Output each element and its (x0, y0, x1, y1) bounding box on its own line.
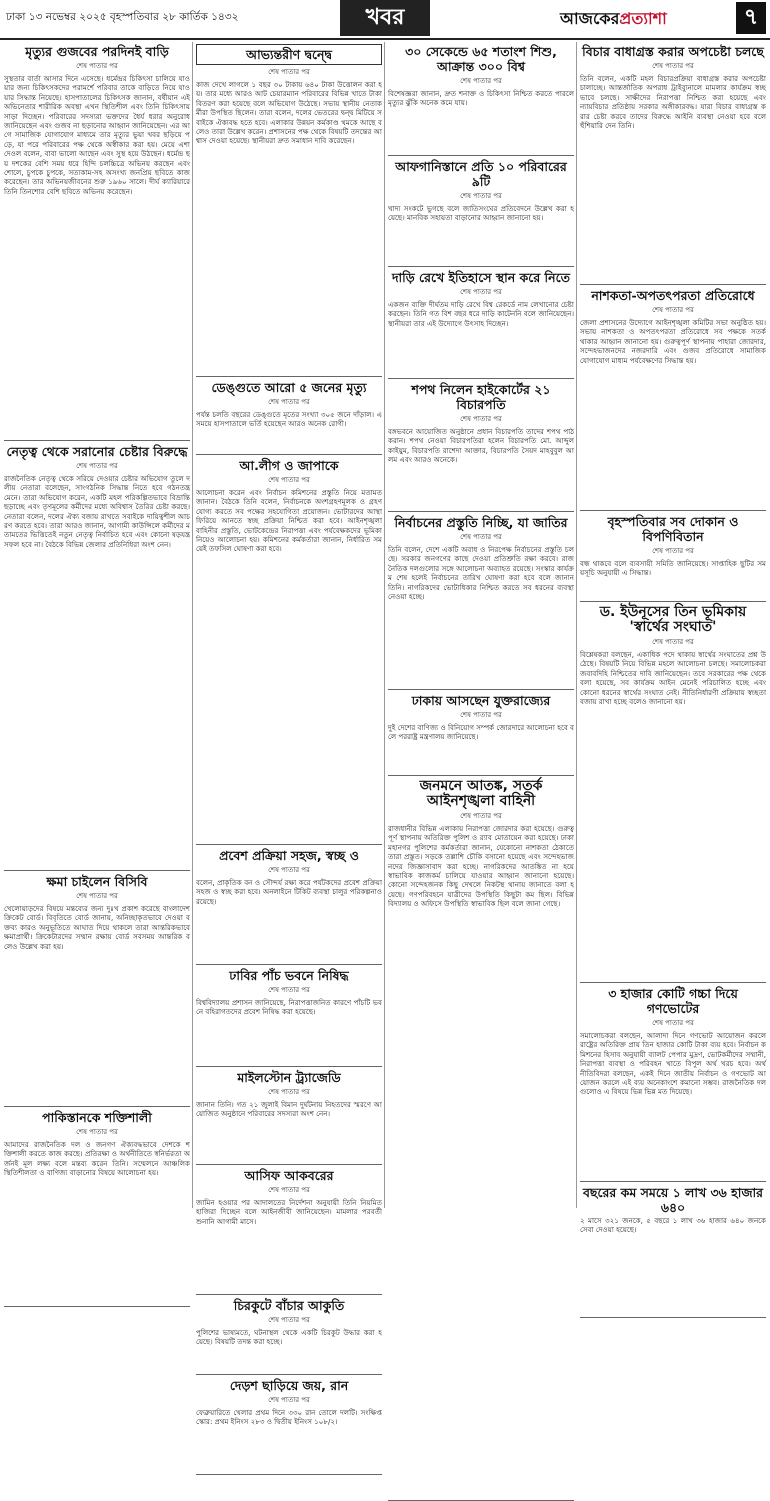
article-byline: শেষ পাতার পর (268, 1316, 310, 1324)
divider (580, 284, 766, 285)
article (196, 44, 382, 370)
article-title: ড. ইউনূসের তিন ভূমিকায় 'স্বার্থের সংঘাত' (599, 604, 747, 635)
article (196, 1298, 382, 1368)
article-byline: শেষ পাতার পর (76, 462, 118, 470)
article-byline: শেষ পাতার পর (460, 192, 502, 200)
article-body: কাজ দেখে লাগলে ১ বছর ৩০ টাকায় ৬৪০ টাকা উত্তোলন করা হয়। তার মধ্যে আরও আট চেয়ারম্যান পরিবারের বিভিন্ন খাতে টাকা বিতরণ করা হয়েছে বলে অভিযোগ উঠেছে। সভায় স্থানীয় নেতাকর্মীরা উপস্থিত ছিলেন। তারা বলেন, দলের ভেতরের দ্বন্দ্ব মিটিয়ে সবাইকে ঐক্যবদ্ধ হতে হবে। এলাকার উন্নয়ন কর্মকাণ্ড থমকে আছে বলেও তারা উল্লেখ করেন। প্রশাসনের পক্ষ থেকে বিষয়টি তদন্তের আশ্বাস দেওয়া হয়েছে। স্থানীয়রা দ্রুত সমাধান দাবি করেছেন। (196, 80, 382, 146)
article-title: চিরকুটে বাঁচার আকুতি (233, 1298, 345, 1313)
article-body: খেলোয়াড়দের বিষয়ে মন্তব্যের জন্য দুঃখ প্রকাশ করেছে বাংলাদেশ ক্রিকেট বোর্ড। বিবৃতিতে বোর্ড জানায়, অনিচ্ছাকৃতভাবে দেওয়া বক্তব্য কারও অনুভূতিতে আঘাত দিয়ে থাকলে তারা আন্তরিকভাবে ক্ষমাপ্রার্থী। ক্রিকেটারদের সম্মান রক্ষায় বোর্ড সবসময় আন্তরিক বলেও উল্লেখ করা হয়। (4, 904, 190, 951)
divider (196, 1066, 382, 1067)
article-body: রাজধানীর বিভিন্ন এলাকায় নিরাপত্তা জোরদার করা হয়েছে। গুরুত্বপূর্ণ স্থাপনায় অতিরিক্ত পুলিশ ও র‌্যাব মোতায়েন করা হয়েছে। ঢাকা মহানগর পুলিশের কর্মকর্তারা জানান, যেকোনো নাশকতা ঠেকাতে তারা প্রস্তুত। সড়কে তল্লাশি চৌকি বসানো হয়েছে এবং সন্দেহভাজনদের জিজ্ঞাসাবাদ করা হচ্ছে। নাগরিকদের আতঙ্কিত না হয়ে স্বাভাবিক কাজকর্ম চালিয়ে যাওয়ার আহ্বান জানানো হয়েছে। কোনো সন্দেহজনক কিছু দেখলে নিকটস্থ থানায় জানাতে বলা হয়েছে। গণপরিবহনে যাত্রীদের উপস্থিতি কিছুটা কম ছিল। বিভিন্ন বিদ্যালয় ও অফিসে উপস্থিতি স্বাভাবিক ছিল বলে জানা গেছে। (388, 824, 574, 909)
article (196, 1070, 382, 1158)
article-body: বন্ধ থাকবে বলে ব্যবসায়ী সমিতি জানিয়েছে। সাপ্তাহিক ছুটির সময়সূচি অনুযায়ী এ সিদ্ধান্ত। (580, 559, 766, 578)
article-title: বিচার বাধাগ্রস্ত করার অপচেষ্টা চলছে (582, 44, 764, 59)
article-body: বিশেষজ্ঞরা জানান, দ্রুত শনাক্ত ও চিকিৎসা নিশ্চিত করতে পারলে মৃত্যুর ঝুঁকি অনেক কমে যায়। (388, 89, 574, 108)
article-title: বৃহস্পতিবার সব দোকান ও বিপণিবিতান (607, 514, 739, 544)
article-body: আলোচনা করেন এবং নির্বাচন কমিশনের প্রস্তুতি নিয়ে মতামত জানান। বৈঠকে তিনি বলেন, নির্বাচনকে অংশগ্রহণমূলক ও গ্রহণযোগ্য করতে সব পক্ষের সহযোগিতা প্রয়োজন। ভোটারদের আস্থা ফিরিয়ে আনতে স্বচ্ছ প্রক্রিয়া নিশ্চিত করা হবে। আইনশৃঙ্খলা বাহিনীর প্রস্তুতি, ভোটকেন্দ্রের নিরাপত্তা এবং পর্যবেক্ষকদের ভূমিকা নিয়েও আলোচনা হয়। কমিশনের কর্মকর্তারা জানান, নির্ধারিত সময়েই তফসিল ঘোষণা করা হবে। (196, 488, 382, 554)
article-title: নির্বাচনের প্রস্তুতি নিচ্ছি, যা জাতির (394, 515, 568, 530)
article-title: মৃত্যুর গুজবের পরদিনই বাড়ি (25, 44, 169, 59)
article (580, 986, 766, 1311)
date-line: ঢাকা ১৩ নভেম্বর ২০২৫ বৃহস্পতিবার ২৮ কার্তিক ১৪৩২ (6, 11, 239, 23)
article-byline: শেষ পাতার পর (460, 711, 502, 719)
article (4, 1110, 190, 1300)
article-title: ৩০ সেকেন্ডে ৬৫ শতাংশ শিশু, আক্রান্ত ৩০০ বিশ্ব (405, 44, 557, 74)
article-body: জামিন হওয়ার পর আদালতের নির্দেশনা অনুযায়ী তিনি নিয়মিত হাজিরা দিচ্ছেন বলে আইনজীবী জানিয়েছেন। মামলার পরবর্তী শুনানি আগামী মাসে। (196, 1198, 382, 1226)
article-title: ঢাবির পাঁচ ভবনে নিষিদ্ধ (229, 968, 349, 983)
article (580, 514, 766, 595)
article (196, 458, 382, 838)
divider (196, 1374, 382, 1375)
article-body: রাজনৈতিক নেতৃত্ব থেকে সরিয়ে দেওয়ার চেষ্টার অভিযোগ তুলে দলীয় নেতারা বলেছেন, সাংগঠনিক সিদ্ধান্ত নিতে হবে গঠনতন্ত্র মেনে। তারা অভিযোগ করেন, একটি মহল পরিকল্পিতভাবে বিভ্রান্তি ছড়াচ্ছে এবং তৃণমূলের কর্মীদের মধ্যে অবিশ্বাস তৈরির চেষ্টা করছে। নেতারা বলেন, দলের ঐক্য বজায় রাখতে সবাইকে দায়িত্বশীল আচরণ করতে হবে। তারা আরও জানান, আগামী কাউন্সিলে কর্মীদের মতামতের ভিত্তিতেই নতুন নেতৃত্ব নির্বাচিত হবে এবং কোনো ষড়যন্ত্র সফল হবে না। বৈঠকে বিভিন্ন জেলার প্রতিনিধিরা অংশ নেন। (4, 474, 190, 549)
divider (388, 266, 574, 267)
article-title: প্রবেশ প্রক্রিয়া সহজ, স্বচ্ছ ও (219, 848, 359, 863)
article-body: দুই দেশের বাণিজ্য ও বিনিয়োগ সম্পর্ক জোরদারে আলোচনা হবে বলে পররাষ্ট্র মন্ত্রণালয় জানিয়েছে। (388, 723, 574, 742)
article-byline: শেষ পাতার পর (76, 62, 118, 70)
article-byline: শেষ পাতার পর (460, 77, 502, 85)
footer-story-title: বছরের কম সময়ে ১ লাখ ৩৬ হাজার ৬৪০ (582, 1185, 764, 1215)
article-byline: শেষ পাতার পর (76, 1128, 118, 1136)
divider (388, 511, 574, 512)
article (196, 968, 382, 1060)
divider (388, 155, 574, 156)
article (4, 444, 190, 864)
article (388, 270, 574, 372)
brand-main: প্রত্যাশা (619, 9, 667, 28)
article-title: দেড়শ ছাড়িয়ে জয়, রান (229, 1378, 349, 1393)
article-body: পুলিশের ভাষ্যমতে, ঘটনাস্থল থেকে একটি চিরকুট উদ্ধার করা হয়েছে। বিষয়টি তদন্ত করা হচ্ছে। (196, 1328, 382, 1347)
article-byline: শেষ পাতার পর (268, 986, 310, 994)
article-byline: শেষ পাতার পর (268, 1186, 310, 1194)
article-byline: শেষ পাতার পর (460, 812, 502, 820)
divider (196, 1474, 382, 1475)
footer-story (580, 1178, 766, 1234)
divider (196, 1164, 382, 1165)
article (4, 44, 190, 434)
article-byline: শেষ পাতার পর (460, 415, 502, 423)
article (388, 779, 574, 1494)
article (388, 159, 574, 260)
brand-prefix: আজকের (560, 9, 620, 28)
article (196, 848, 382, 958)
section-title: খবর (340, 0, 430, 36)
column-divider (384, 42, 385, 1208)
article-title: আসিফ আকবরের (244, 1168, 334, 1183)
column-1 (4, 42, 190, 1208)
article-body: সুস্থতার বার্তা আসার দিনে এসেছে। ধর্মেন্দ্রর চিকিৎসা চালিয়ে যাওয়ার জন্য চিকিৎসকদের পরামর্শে পরিবার তাকে বাড়িতে নিয়ে যাওয়ার সিদ্ধান্ত নিয়েছে। হাসপাতালের চিকিৎসক জানান, বর্ষীয়ান এই অভিনেতার শারীরিক অবস্থা এখন স্থিতিশীল এবং তিনি চিকিৎসায় সাড়া দিচ্ছেন। পরিবারের সদস্যরা ভক্তদের ধৈর্য ধরার অনুরোধ জানিয়েছেন এবং গুজব না ছড়ানোর আহ্বান জানিয়েছেন। এর আগে সামাজিক যোগাযোগ মাধ্যমে তার মৃত্যুর ভুয়া খবর ছড়িয়ে পড়ে, যা পরে পরিবারের পক্ষ থেকে অস্বীকার করা হয়। মেয়ে এশা দেওল বলেন, বাবা ভালো আছেন এবং সুস্থ হয়ে উঠছেন। ধর্মেন্দ্র ছয় দশকের বেশি সময় ধরে হিন্দি চলচ্চিত্রে অভিনয় করছেন এবং শোলে, চুপকে চুপকে, সত্যকাম-সহ অসংখ্য জনপ্রিয় ছবিতে কাজ করেছেন। তার অভিনয়জীবনের শুরু ১৯৬০ সালে। দীর্ঘ ক্যারিয়ারে তিনি তিনশোর বেশি ছবিতে অভিনয় করেছেন। (4, 74, 190, 196)
article-byline: শেষ পাতার পর (268, 866, 310, 874)
divider (580, 510, 766, 511)
divider (196, 376, 382, 377)
divider (196, 844, 382, 845)
article (196, 1168, 382, 1288)
divider (4, 440, 190, 441)
divider (580, 1181, 766, 1182)
divider (4, 870, 190, 871)
article-title: ৩ হাজার কোটি গচ্চা দিয়ে গণভোটের (608, 986, 738, 1016)
article-byline: শেষ পাতার পর (268, 476, 310, 484)
article-body: একজন ব্যক্তি দীর্ঘতম দাড়ি রেখে বিশ্ব রেকর্ডে নাম লেখানোর চেষ্টা করছেন। তিনি গত বিশ বছর ধরে দাড়ি কাটেননি বলে জানিয়েছেন। স্থানীয়রা তার এই উদ্যোগে উৎসাহ দিচ্ছেন। (388, 300, 574, 328)
article-body: তিনি বলেন, দেশে একটি অবাধ ও নিরপেক্ষ নির্বাচনের প্রস্তুতি চলছে। সরকার জনগণের কাছে দেওয়া প্রতিশ্রুতি রক্ষা করবে। রাজনৈতিক দলগুলোর সঙ্গে আলোচনা অব্যাহত রয়েছে। সংস্কার কার্যক্রম শেষ হলেই নির্বাচনের তারিখ ঘোষণা করা হবে বলে জানান তিনি। নাগরিকদের ভোটাধিকার নিশ্চিত করতে সব ধরনের ব্যবস্থা নেওয়া হচ্ছে। (388, 545, 574, 602)
article-byline: শেষ পাতার পর (652, 306, 694, 314)
article-title: নাশকতা-অপতৎপরতা প্রতিরোধে (591, 288, 755, 303)
divider (196, 1294, 382, 1295)
footer-story-body: ২ মাসে ৩২১ জনকে, ৫ বছরে ১ লাখ ৩৬ হাজার ৬৪০ জনকে সেবা দেওয়া হয়েছে। (580, 1216, 766, 1235)
article-body: খাদ্য সংকটে ভুগছে বলে জাতিসংঘের প্রতিবেদনে উল্লেখ করা হয়েছে। মানবিক সহায়তা বাড়ানোর আহ্বান জানানো হয়। (388, 204, 574, 223)
divider (388, 775, 574, 776)
article-byline: শেষ পাতার পর (652, 638, 694, 646)
divider (580, 601, 766, 602)
page-number: ৭ (736, 2, 766, 34)
column-divider (192, 42, 193, 1208)
article-title: জনমনে আতঙ্ক, সতর্ক আইনশৃঙ্খলা বাহিনী (419, 778, 543, 809)
article (580, 605, 766, 976)
article (196, 1378, 382, 1468)
column-divider (576, 42, 577, 1208)
article-title: নেতৃত্ব থেকে সরানোর চেষ্টার বিরুদ্ধে (6, 444, 188, 459)
article-body: জানান তিনি। গত ২১ জুলাই বিমান দুর্ঘটনায় নিহতদের স্মরণে আয়োজিত অনুষ্ঠানে পরিবারের সদস্যরা অংশ নেন। (196, 1100, 382, 1119)
article-title: মাইলস্টোন ট্র্যাজেডি (237, 1070, 341, 1085)
article-body: বঙ্গভবনে আয়োজিত অনুষ্ঠানে প্রধান বিচারপতি তাদের শপথ পাঠ করান। শপথ নেওয়া বিচারপতিরা হলেন বিচারপতি মো. আব্দুল কাইয়ুম, বিচারপতি রাশেদা আক্তার, বিচারপতি সৈয়দ মাহবুবুল আলম এবং আরও অনেকে। (388, 427, 574, 465)
article-byline: শেষ পাতার পর (652, 547, 694, 555)
article-byline: শেষ পাতার পর (652, 1019, 694, 1027)
article-title: আভ্যন্তরীণ দ্বন্দ্বে (196, 44, 382, 65)
article-body: জেলা প্রশাসনের উদ্যোগে আইনশৃঙ্খলা কমিটির সভা অনুষ্ঠিত হয়। সভায় নাশকতা ও অপতৎপরতা প্রতিরোধে সব পক্ষকে সতর্ক থাকার আহ্বান জানানো হয়। গুরুত্বপূর্ণ স্থাপনায় পাহারা জোরদার, সন্দেহভাজনদের নজরদারি এবং গুজব প্রতিরোধে সামাজিক যোগাযোগ মাধ্যম পর্যবেক্ষণের সিদ্ধান্ত হয়। (580, 318, 766, 365)
column-4 (580, 42, 766, 1172)
newspaper-logo (560, 6, 667, 33)
article-body: বিশ্লেষকরা বলছেন, একাধিক পদে থাকায় স্বার্থের সংঘাতের প্রশ্ন উঠেছে। বিষয়টি নিয়ে বিভিন্ন মহলে আলোচনা চলছে। সমালোচকরা জবাবদিহি নিশ্চিতের দাবি জানিয়েছেন। তবে সরকারের পক্ষ থেকে বলা হয়েছে, সব কার্যক্রম আইন মেনেই পরিচালিত হচ্ছে এবং কোনো ধরনের স্বার্থের সংঘাত নেই। নীতিনির্ধারণী প্রক্রিয়ায় স্বচ্ছতা বজায় রাখা হচ্ছে বলেও জানানো হয়। (580, 650, 766, 707)
article (388, 44, 574, 149)
column-2 (196, 42, 382, 1427)
article (196, 380, 382, 448)
article-body: সমালোচকরা বলছেন, আলাদা দিনে গণভোট আয়োজন করলে রাষ্ট্রের অতিরিক্ত প্রায় তিন হাজার কোটি টাকা ব্যয় হবে। নির্বাচন কমিশনের হিসাব অনুযায়ী ব্যালট পেপার মুদ্রণ, ভোটকর্মীদের সম্মানী, নিরাপত্তা ব্যবস্থা ও পরিবহন খাতে বিপুল অর্থ খরচ হবে। অর্থনীতিবিদরা বলছেন, একই দিনে জাতীয় নির্বাচন ও গণভোট আয়োজন করলে এই ব্যয় অনেকাংশে কমানো সম্ভব। রাজনৈতিক দলগুলোও এ বিষয়ে ভিন্ন ভিন্ন মত দিয়েছে। (580, 1031, 766, 1097)
article-body: আমাদের রাজনৈতিক দল ও জনগণ ঐক্যবদ্ধভাবে দেশকে শক্তিশালী করতে কাজ করছে। প্রতিরক্ষা ও অর্থনীতিতে স্বনির্ভরতা অর্জনই মূল লক্ষ্য বলে মন্তব্য করেন তিনি। সম্মেলনে আঞ্চলিক স্থিতিশীলতা ও বাণিজ্য বাড়ানোর বিষয়ে আলোচনা হয়। (4, 1140, 190, 1178)
divider (580, 1317, 766, 1318)
page-header (0, 0, 770, 40)
article (580, 288, 766, 504)
article-byline: শেষ পাতার পর (460, 288, 502, 296)
article (388, 515, 574, 683)
article-byline: শেষ পাতার পর (268, 398, 310, 406)
article-byline: শেষ পাতার পর (76, 892, 118, 900)
article-byline: শেষ পাতার পর (460, 533, 502, 541)
column-3 (388, 42, 574, 1208)
article-byline: শেষ পাতার পর (268, 1396, 310, 1404)
divider (4, 1106, 190, 1107)
article-title: শপথ নিলেন হাইকোর্টের ২১ বিচারপতি (411, 382, 551, 412)
article-title: পাকিস্তানকে শক্তিশালী (42, 1110, 152, 1125)
divider (196, 964, 382, 965)
article-byline: শেষ পাতার পর (268, 68, 310, 76)
article-body: বিশ্ববিদ্যালয় প্রশাসন জানিয়েছে, নিরাপত্তাজনিত কারণে পাঁচটি ভবনে বহিরাগতদের প্রবেশ নিষিদ্ধ করা হয়েছে। (196, 998, 382, 1017)
article-body: বলেন, প্রাকৃতিক বন ও সৌন্দর্য রক্ষা করে পর্যটকদের প্রবেশ প্রক্রিয়া সহজ ও স্বচ্ছ করা হবে। অনলাইনে টিকিট ব্যবস্থা চালুর পরিকল্পনাও রয়েছে। (196, 878, 382, 906)
article-title: ডেঙ্গুতে আরো ৫ জনের মৃত্যু (211, 380, 367, 395)
divider (388, 378, 574, 379)
article (4, 874, 190, 1100)
article (388, 382, 574, 505)
article-title: ক্ষমা চাইলেন বিসিবি (46, 874, 148, 889)
article-title: দাড়ি রেখে ইতিহাসে স্থান করে নিতে (391, 270, 570, 285)
article-title: ঢাকায় আসছেন যুক্তরাজ্যের (411, 693, 551, 708)
article (388, 693, 574, 769)
article-title: আফগানিস্তানে প্রতি ১০ পরিবারের ৯টি (395, 159, 567, 189)
article-body: ফেব্রুয়ারিতে খেলার প্রথম দিনে ৩৩০ রান তোলে দলটি। সংক্ষিপ্ত স্কোর: প্রথম ইনিংস ২৮৩ ও দ্বিতীয় ইনিংস ১০৮/২। (196, 1408, 382, 1427)
divider (196, 454, 382, 455)
article-body: পর্যন্ত চলতি বছরের ডেঙ্গুতে মৃতের সংখ্যা ৩০৫ জনে দাঁড়াল। এ সময়ে হাসপাতালে ভর্তি হয়েছেন আরও অনেক রোগী। (196, 410, 382, 429)
article-byline: শেষ পাতার পর (652, 62, 694, 70)
divider (388, 689, 574, 690)
article (580, 44, 766, 278)
divider (4, 1306, 190, 1307)
article-body: তিনি বলেন, একটি মহল বিচারপ্রক্রিয়া বাধাগ্রস্ত করার অপচেষ্টা চালাচ্ছে। আন্তর্জাতিক অপরাধ ট্রাইব্যুনালে মামলার কার্যক্রম স্বচ্ছভাবে চলছে। সাক্ষীদের নিরাপত্তা নিশ্চিত করা হয়েছে এবং ন্যায়বিচার প্রতিষ্ঠায় সরকার অঙ্গীকারবদ্ধ। যারা বিচার বাধাগ্রস্ত করার চেষ্টা করবে তাদের বিরুদ্ধে আইনি ব্যবস্থা নেওয়া হবে বলে হুঁশিয়ারি দেন তিনি। (580, 74, 766, 131)
article-title: আ.লীগ ও জাপাকে (239, 458, 339, 473)
divider (580, 982, 766, 983)
article-byline: শেষ পাতার পর (268, 1088, 310, 1096)
